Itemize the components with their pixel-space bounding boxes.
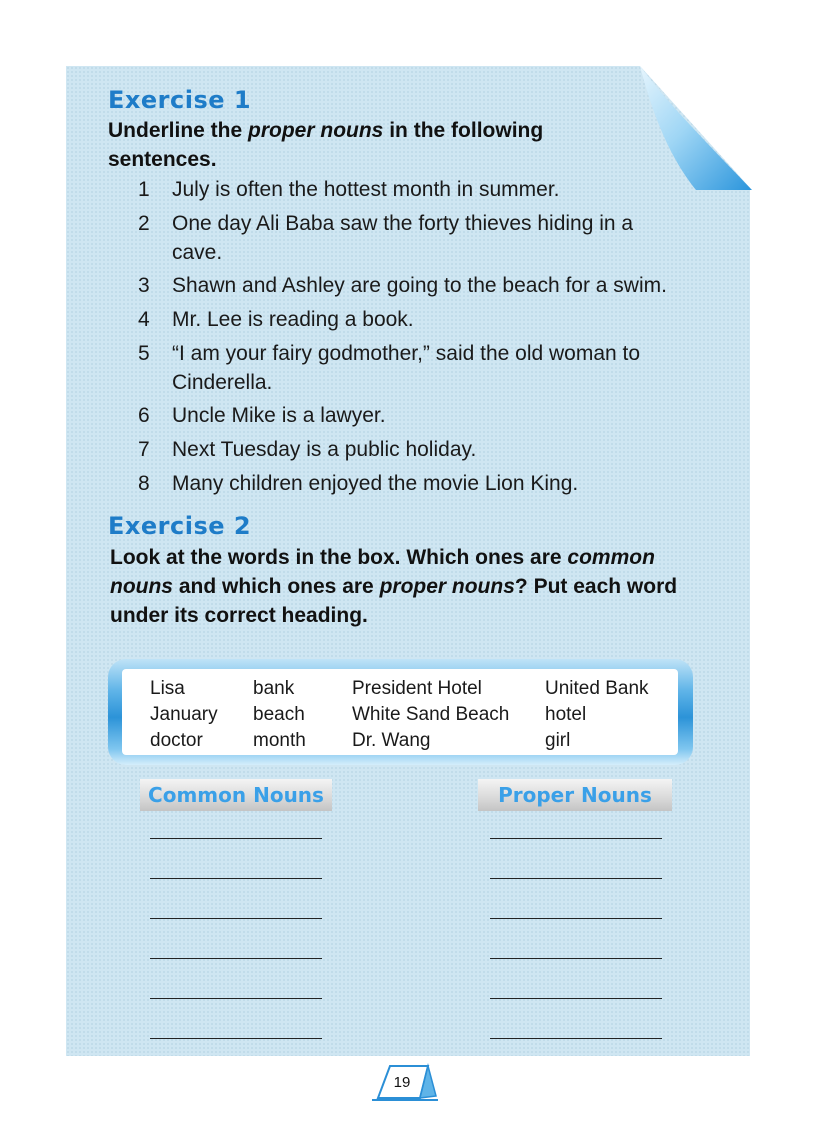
common-noun-answer-line[interactable] — [150, 1038, 322, 1039]
instruction-emphasis: proper nouns — [379, 575, 515, 598]
word: month — [253, 730, 306, 751]
proper-noun-answer-line[interactable] — [490, 998, 662, 999]
common-noun-answer-line[interactable] — [150, 878, 322, 879]
word: girl — [545, 730, 571, 751]
proper-noun-answer-line[interactable] — [490, 918, 662, 919]
instruction-text: Look at the words in the box. Which ones are — [110, 546, 568, 569]
instruction-text: under its correct heading. — [110, 604, 368, 627]
item-number: 4 — [138, 308, 150, 331]
item-text — [172, 339, 732, 397]
word: Dr. Wang — [352, 730, 431, 751]
instruction-text: ? Put each word — [514, 575, 678, 598]
item-number: 2 — [138, 212, 150, 235]
item-text: Uncle Mike is a lawyer. — [172, 404, 386, 427]
common-noun-answer-line[interactable] — [150, 838, 322, 839]
word: hotel — [545, 704, 587, 725]
item-number: 1 — [138, 178, 150, 201]
common-noun-answer-line[interactable] — [150, 918, 322, 919]
instruction-emphasis: nouns — [110, 575, 173, 598]
item-number: 5 — [138, 342, 150, 365]
word: White Sand Beach — [352, 704, 510, 725]
exercise-2-instruction — [110, 543, 720, 630]
word: United Bank — [545, 678, 649, 699]
word: bank — [253, 678, 295, 699]
proper-noun-answer-line[interactable] — [490, 878, 662, 879]
item-text-line: cave. — [172, 241, 223, 264]
item-text-line: “I am your fairy godmother,” said the old woman to — [172, 342, 641, 365]
exercise-2-title: Exercise 2 — [108, 512, 252, 540]
word: President Hotel — [352, 678, 482, 699]
item-number: 3 — [138, 274, 150, 297]
word: January — [150, 704, 218, 725]
item-number: 7 — [138, 438, 150, 461]
instruction-emphasis: proper nouns — [248, 119, 384, 142]
proper-nouns-heading: Proper Nouns — [478, 779, 672, 811]
page-number: 19 — [393, 1074, 411, 1091]
instruction-text: and which ones are — [173, 575, 380, 598]
item-text: Mr. Lee is reading a book. — [172, 308, 414, 331]
instruction-text: sentences. — [108, 148, 217, 171]
word: doctor — [150, 730, 203, 751]
exercise-1-title: Exercise 1 — [108, 86, 252, 114]
item-number: 8 — [138, 472, 150, 495]
item-text — [172, 209, 732, 267]
proper-noun-answer-line[interactable] — [490, 838, 662, 839]
common-nouns-heading: Common Nouns — [140, 779, 332, 811]
item-text: Shawn and Ashley are going to the beach for a swim. — [172, 274, 667, 297]
word: beach — [253, 704, 305, 725]
item-text: Many children enjoyed the movie Lion King. — [172, 472, 579, 495]
item-number: 6 — [138, 404, 150, 427]
instruction-emphasis: common — [567, 546, 655, 569]
common-noun-answer-line[interactable] — [150, 998, 322, 999]
common-noun-answer-line[interactable] — [150, 958, 322, 959]
word: Lisa — [150, 678, 185, 699]
instruction-text: Underline the — [108, 119, 249, 142]
item-text: Next Tuesday is a public holiday. — [172, 438, 477, 461]
proper-noun-answer-line[interactable] — [490, 1038, 662, 1039]
proper-noun-answer-line[interactable] — [490, 958, 662, 959]
exercise-1-instruction — [108, 116, 668, 174]
item-text: July is often the hottest month in summer. — [172, 178, 560, 201]
instruction-text: in the following — [383, 119, 544, 142]
item-text-line: Cinderella. — [172, 371, 273, 394]
item-text-line: One day Ali Baba saw the forty thieves hiding in a — [172, 212, 634, 235]
